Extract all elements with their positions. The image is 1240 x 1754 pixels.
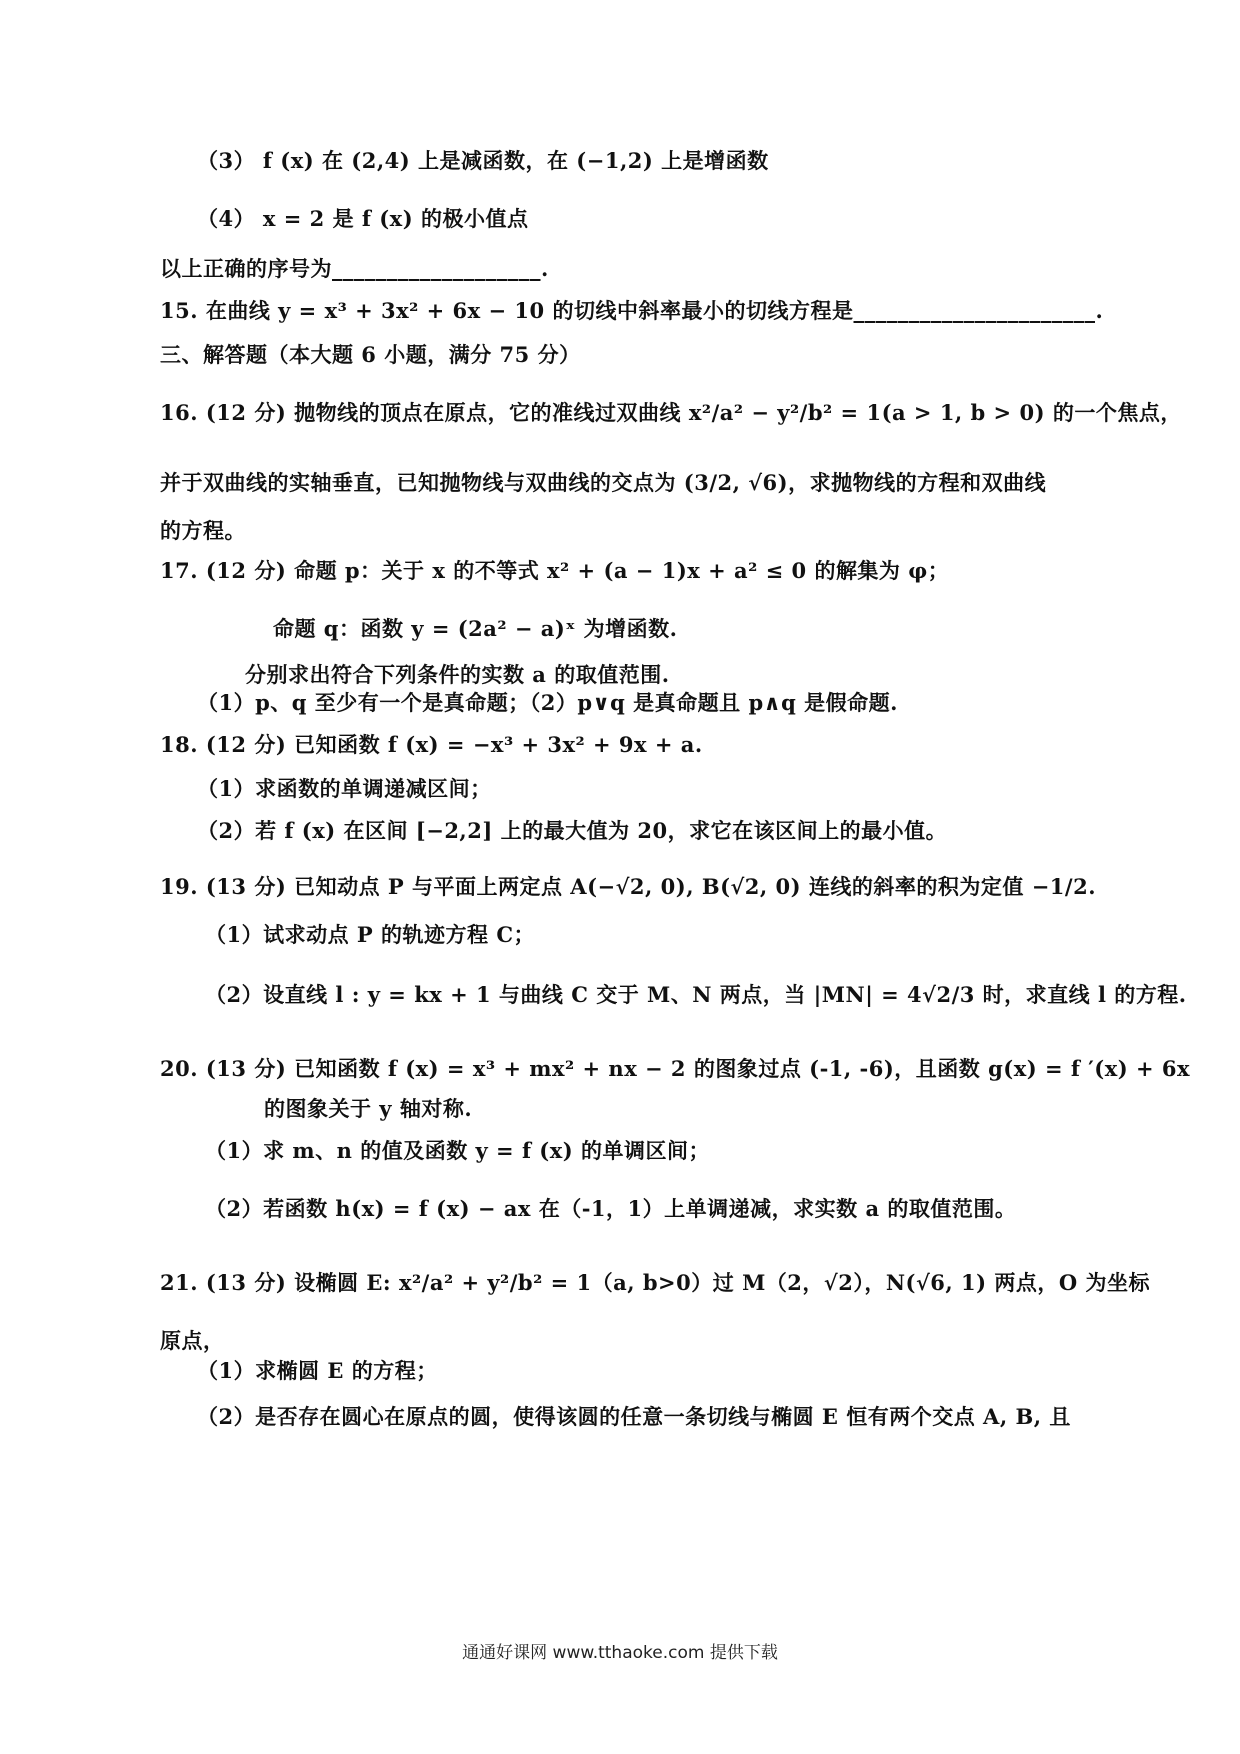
section-3-heading: 三、解答题（本大题 6 小题，满分 75 分） — [160, 342, 581, 367]
question-16-line-1: 16. (12 分) 抛物线的顶点在原点，它的准线过双曲线 x²/a² − y²/b² = 1(a > 1, b > 0) 的一个焦点， — [160, 400, 1182, 425]
question-21-part-1: （1）求椭圆 E 的方程； — [197, 1358, 438, 1383]
question-18: 18. (12 分) 已知函数 f (x) = −x³ + 3x² + 9x + a. — [160, 732, 703, 757]
item-14-4: （4） x = 2 是 f (x) 的极小值点 — [197, 206, 529, 231]
question-20-part-1: （1）求 m、n 的值及函数 y = f (x) 的单调区间； — [205, 1138, 710, 1163]
question-20-line-1: 20. (13 分) 已知函数 f (x) = x³ + mx² + nx − 2 的图象过点 (-1, -6)，且函数 g(x) = f ′(x) + 6x — [160, 1056, 1191, 1081]
question-18-part-2: （2）若 f (x) 在区间 [−2,2] 上的最大值为 20，求它在该区间上的最小值。 — [197, 818, 948, 843]
question-20-part-2: （2）若函数 h(x) = f (x) − ax 在（-1，1）上单调递减，求实数 a 的取值范围。 — [205, 1196, 1017, 1221]
question-20-line-2: 的图象关于 y 轴对称. — [264, 1096, 473, 1121]
item-14-answer: 以上正确的序号为___________________. — [160, 256, 549, 281]
question-17-line-2: 命题 q：函数 y = (2a² − a)ˣ 为增函数. — [273, 616, 678, 641]
question-21-line-1: 21. (13 分) 设椭圆 E: x²/a² + y²/b² = 1（a, b>0）过 M（2，√2），N(√6, 1) 两点，O 为坐标 — [160, 1270, 1150, 1295]
question-21-part-2: （2）是否存在圆心在原点的圆，使得该圆的任意一条切线与椭圆 E 恒有两个交点 A, B, 且 — [197, 1404, 1071, 1429]
question-17-line-3: 分别求出符合下列条件的实数 a 的取值范围. — [245, 662, 670, 687]
page-footer: 通通好课网 www.tthaoke.com 提供下载 — [462, 1643, 778, 1663]
item-14-3: （3） f (x) 在 (2,4) 上是减函数，在 (−1,2) 上是增函数 — [197, 148, 769, 173]
question-17-line-4: （1）p、q 至少有一个是真命题；（2）p∨q 是真命题且 p∧q 是假命题. — [197, 690, 898, 715]
question-16-line-2: 并于双曲线的实轴垂直，已知抛物线与双曲线的交点为 (3/2, √6)，求抛物线的方程和双曲线 — [160, 470, 1047, 495]
question-19: 19. (13 分) 已知动点 P 与平面上两定点 A(−√2, 0), B(√2, 0) 连线的斜率的积为定值 −1/2. — [160, 874, 1097, 899]
question-15: 15. 在曲线 y = x³ + 3x² + 6x − 10 的切线中斜率最小的切线方程是______________________. — [160, 298, 1104, 323]
question-16-line-3: 的方程。 — [160, 518, 246, 543]
question-19-part-1: （1）试求动点 P 的轨迹方程 C； — [205, 922, 536, 947]
question-18-part-1: （1）求函数的单调递减区间； — [197, 776, 492, 801]
question-17-line-1: 17. (12 分) 命题 p：关于 x 的不等式 x² + (a − 1)x + a² ≤ 0 的解集为 φ； — [160, 558, 950, 583]
question-19-part-2: （2）设直线 l : y = kx + 1 与曲线 C 交于 M、N 两点，当 |MN| = 4√2/3 时，求直线 l 的方程. — [205, 982, 1187, 1007]
question-21-line-2: 原点， — [160, 1328, 225, 1353]
